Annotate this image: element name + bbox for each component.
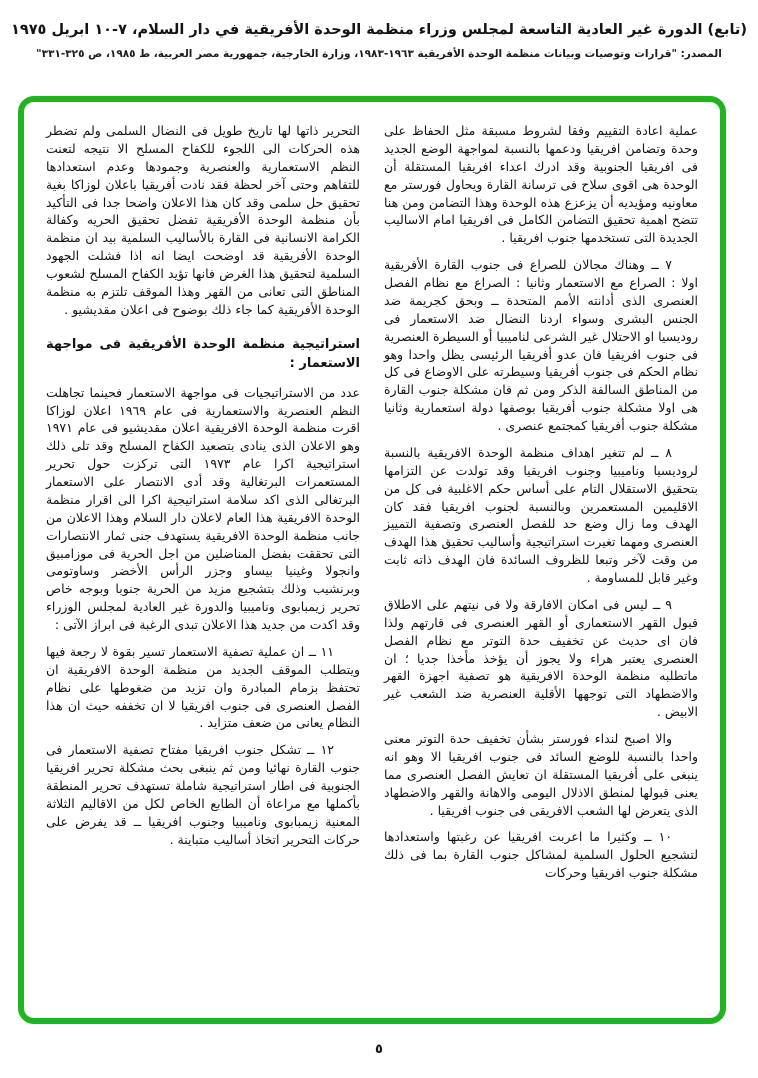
source-line: المصدر: "قرارات وتوصيات وبيانات منظمة الوحدة الأفريقية ١٩٦٣-١٩٨٣، وزارة الخارجية، جمهورية مصر العربية، ط ١٩٨٥، ص ٣٢٥-٣٣١"	[36, 47, 722, 60]
paragraph-11: ١١ ــ ان عملية تصفية الاستعمار تسير بقوة لا رجعة فيها ويتطلب الموقف الجديد من منظمة الوحدة الافريقية ان تحتفظ بزمام المبادرة وان تزيد من ضغوطها على نظام الفصل العنصرى فى جنوب افريقيا لا ان تخففه حيث ان هذا النظام يعانى من ضعف متزايد .	[46, 643, 360, 731]
column-left	[46, 122, 360, 1008]
page-number: ٥	[375, 1042, 383, 1057]
column-right	[384, 122, 698, 1008]
section-heading: استراتيجية منظمة الوحدة الأفريقية فى مواجهة الاستعمار :	[46, 336, 360, 372]
page-title: (تابع) الدورة غير العادية التاسعة لمجلس وزراء منظمة الوحدة الأفريقية في دار السلام، ٧-١٠ ابريل ١٩٧٥	[11, 22, 747, 38]
paragraph: عدد من الاستراتيجيات فى مواجهة الاستعمار فحينما تجاهلت النظم العنصرية والاستعمارية فى عام ١٩٦٩ اعلان لوزاكا اقرت منظمة الوحدة الافريقية اعلان مقديشيو فى عام ١٩٧١ وهو الاعلان الذى ينادى بتصعيد الكفاح المسلح وقد تلى ذلك استراتيجية اكرا عام ١٩٧٣ التى تركزت حول تحرير المستعمرات البرتغالية وقد أدى الانتصار على الاستعمار البرتغالى الذى اكد سلامة استراتيجية اكرا الى اقرار منظمة الوحدة الافريقية هذا العام لاعلان دار السلام وهذا الاعلان من جانب منظمة الوحدة الافريقية يستهدف جنى ثمار الانتصارات التى تحققت بفضل المناضلين من اجل الحرية فى موزامبيق وانجولا وغينيا بيساو وجزر الرأس الأخضر وساوتومى وبرنشيب وذلك بتشجيع مزيد من الحرية جنوبا وبوجه خاص تحرير زيمبابوى وناميبيا والدورة غير العادية لمجلس الوزراء وقد اكدت من جديد هذا الاعلان تبدى الرغبة فى ابراز الآتى :	[46, 384, 360, 632]
paragraph: عملية اعادة التقييم وفقا لشروط مسبقة مثل الحفاظ على وحدة وتضامن افريقيا ودعمها بالنسبة لمواجهة الوضع الجديد فى افريقيا الجنوبية وقد ادرك اعداء افريقيا المستقلة أن الوحدة هى اقوى سلاح فى ترسانة القارة ويحاول فورستر مع معاونيه ومؤيديه أن يزعزع هذه الوحدة وهذا التضامن ومن هنا تتضح اهمية تحقيق التضامن الكامل فى افريقيا امام الاساليب الجديدة التى تستخدمها جنوب افريقيا .	[384, 123, 698, 246]
document-frame	[18, 96, 726, 1024]
paragraph: والا اصبح لنداء فورستر بشأن تخفيف حدة التوتر معنى واحدا بالنسبة للوضع السائد فى جنوب افريقيا الا وهو انه ينبغى على أفريقيا المستقلة ان تعايش الفصل العنصرى مما يعنى قبولها لمنطق الاذلال اليومى والاهانة والقهر والاضطهاد الذى يتعرض لها الشعب الافريقى فى جنوب افريقيا .	[384, 731, 698, 818]
paragraph-12: ١٢ ــ تشكل جنوب افريقيا مفتاح تصفية الاستعمار فى جنوب القارة نهائيا ومن ثم ينبغى بحث مشكلة تحرير افريقيا الجنوبية فى اطار استراتيجية شاملة تستهدف تحرير المنطقة بأكملها مع مراعاة أن الطابع الخاص لكل من الاقاليم الثلاثة المعنية زيمبابوى وناميبيا وجنوب افريقيا ــ قد يفرض على حركات التحرير اتخاذ أساليب متباينة .	[46, 742, 360, 847]
page-footer	[0, 1038, 758, 1057]
paragraph-8: ٨ ــ لم تتغير اهداف منظمة الوحدة الافريقية بالنسبة لروديسيا وناميبيا وجنوب افريقيا وقد تولدت عن التزامها بتحقيق الاستقلال التام على أساس حكم الاغلبية فى كل من الاقليمين المستعمرين وبالنسبة لجنوب افريقيا فقد كان الهدف وما زال وضع حد للفصل العنصرى وتصفية التمييز العنصرى ومهما تغيرت استراتيجية وأساليب تحقيق هذا الهدف من وقت لآخر وتبعا للظروف السائدة فان الهدف ذاته ثابت وغير قابل للمساومة .	[384, 444, 698, 585]
page-header	[0, 20, 758, 60]
paragraph-10: ١٠ ــ وكثيرا ما اعربت افريقيا عن رغبتها واستعدادها لتشجيع الحلول السلمية لمشاكل جنوب القارة بما فى ذلك مشكلة جنوب افريقيا وحركات	[384, 829, 698, 881]
paragraph: التحرير ذاتها لها تاريخ طويل فى النضال السلمى ولم تضطر هذه الحركات الى اللجوء للكفاح المسلح الا نتيجه لتعنت النظم الاستعمارية والعنصرية وجمودها وعدم استعدادها للتفاهم وحتى آخر لحظة فقد نادت أفريقيا باعلان لوزاكا بغية تحقيق حل سلمى وقد كان هذا الاعلان واضحا جدا فى التأكيد بأن منظمة الوحدة الأفريقية تفضل تحقيق الحريه وكفالة الكرامة الانسانية فى القارة بالأساليب السلمية بيد ان منظمة الوحدة الأفريقية قد اوضحت ايضا انه اذا فشلت الجهود السلمية لتحقيق هذا الغرض فانها تؤيد الكفاح المسلح لشعوب المناطق التى تعانى من القهر وهذا الموقف تلتزم به منظمة الوحدة الأفريقية كما جاء ذلك بوضوح فى اعلان مقديشيو .	[46, 123, 360, 317]
two-column-layout	[24, 102, 720, 1018]
paragraph-7: ٧ ــ وهناك مجالان للصراع فى جنوب القارة الأفريقية اولا : الصراع مع الاستعمار وثانيا : الصراع مع نظام الفصل العنصرى الذى أدانته الأمم المتحدة ــ وبحق كجريمة ضد الجنس البشرى وسواء اردنا النضال ضد الاستعمار فى روديسيا او الاحتلال غير الشرعى لناميبيا أو السيطرة العنصرية فى جنوب افريقيا فان عدو أفريقيا الرئيسى يظل واحدا وهو نظام الحكم فى جنوب أفريقيا وسيطرته على الاوضاع فى كل من المناطق السالفة الذكر ومن ثم فان مشكلة جنوب القارة هى اولا مشكلة جنوب أفريقيا بوصفها دولة استعمارية وثانيا مشكلة جنوب أفريقيا كمجتمع عنصرى .	[384, 257, 698, 433]
paragraph-9: ٩ ــ ليس فى امكان الافارقة ولا فى نيتهم على الاطلاق قبول القهر الاستعمارى أو القهر العنصرى فى قارتهم ولذا فان اى حديث عن تخفيف حدة التوتر مع نظام الفصل العنصرى يعتبر هراء ولا يجوز أن يؤخذ مأخذا جديا ؛ ان ماتطلبه منظمة الوحدة الافريقية هو تصفية اجهزة القهر والاضطهاد التى توجهها الأقلية العنصرية ضد الشعب غير الابيض .	[384, 596, 698, 720]
